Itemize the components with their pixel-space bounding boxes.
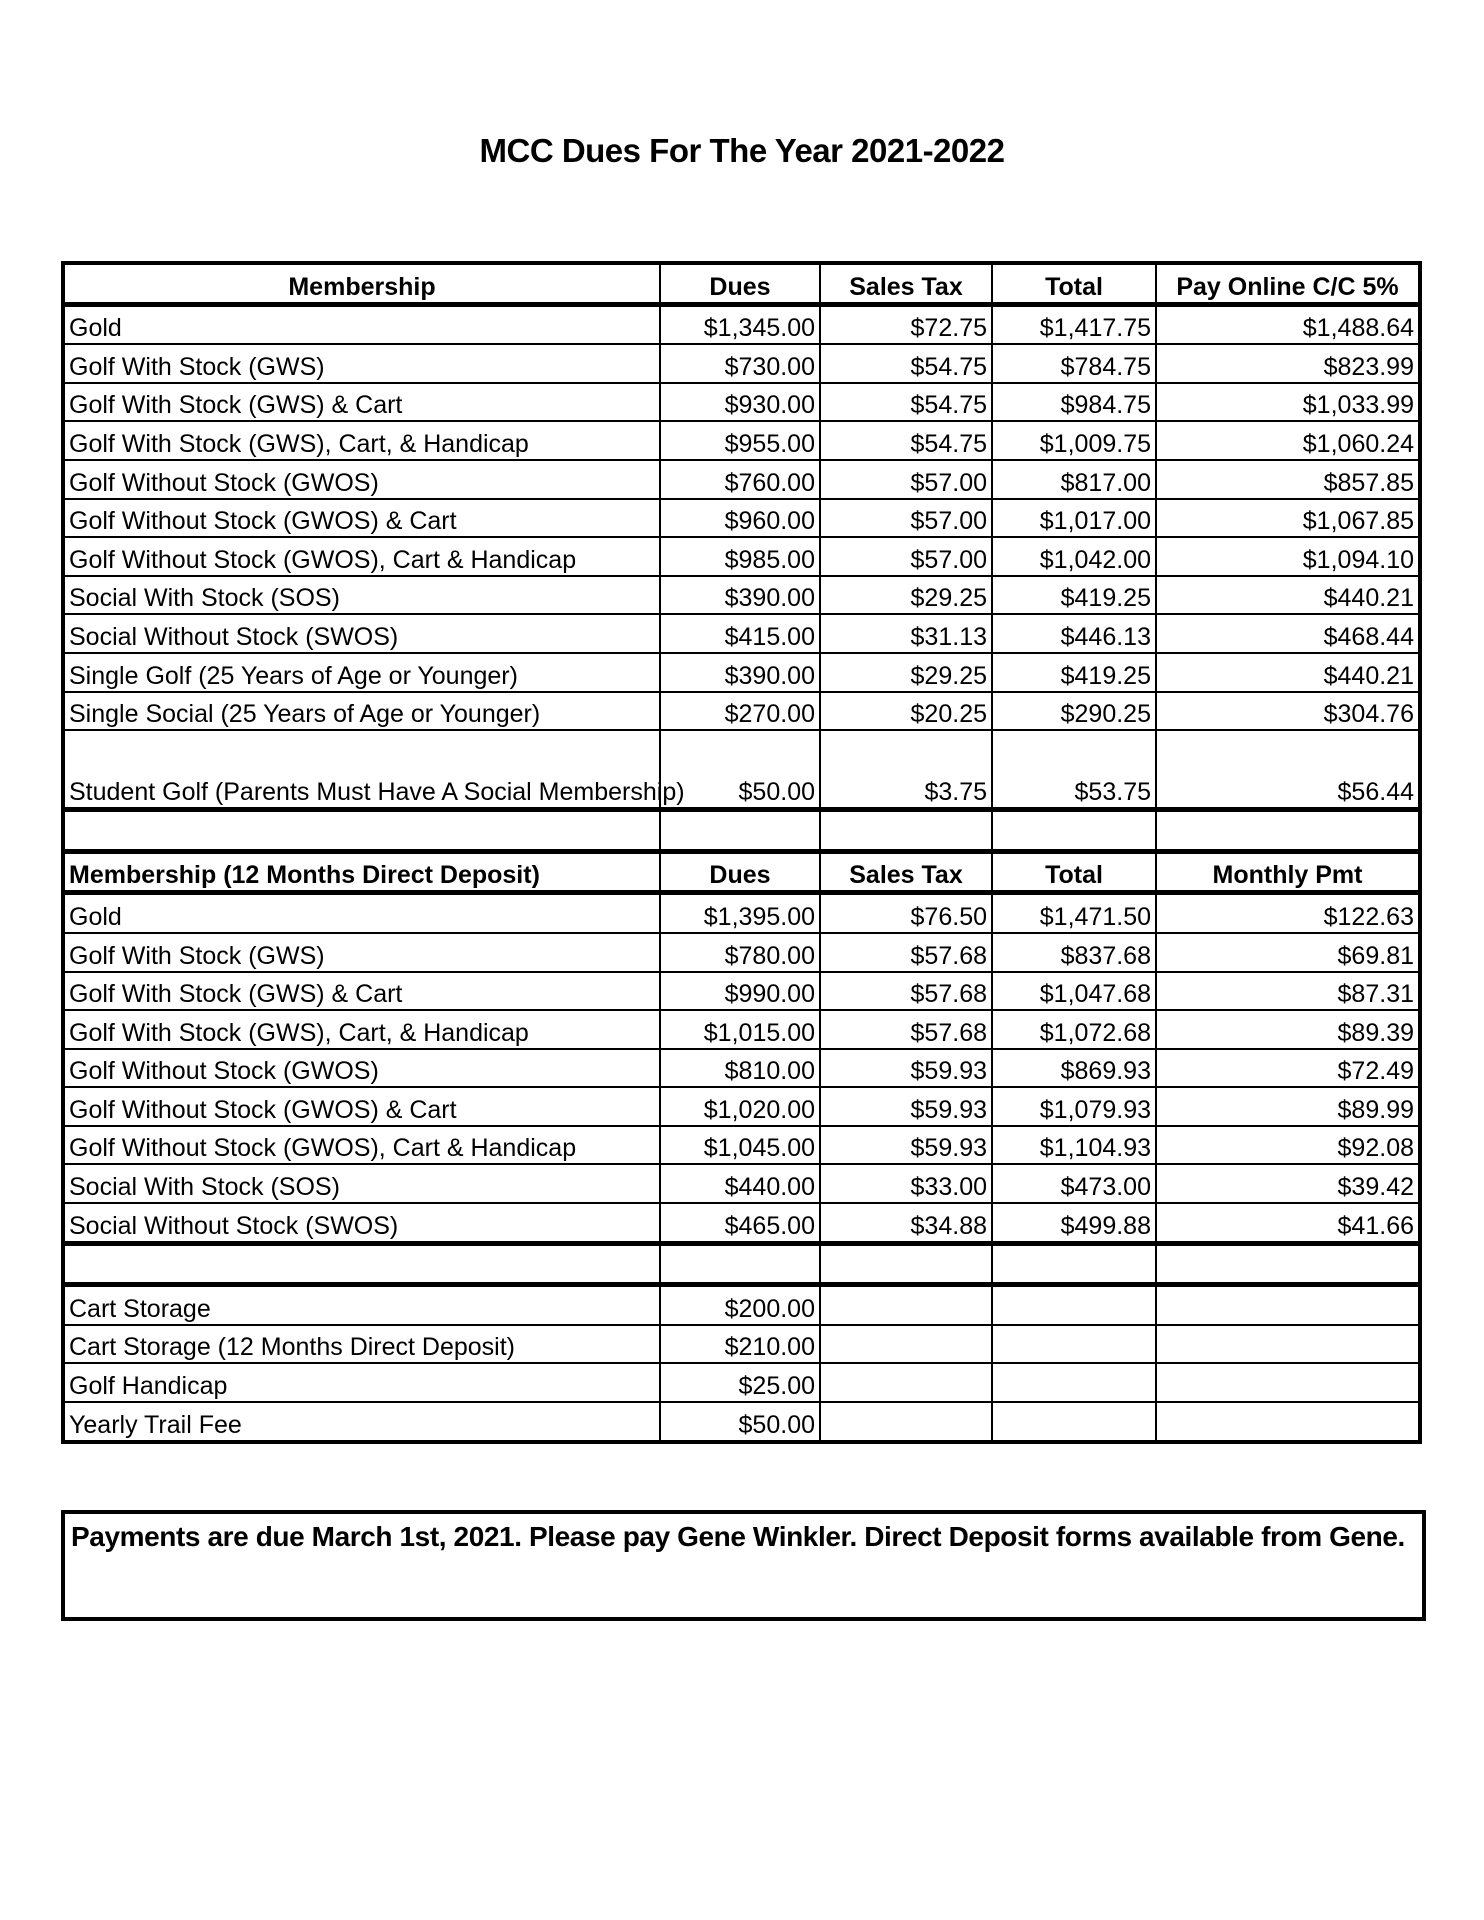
cell-sales-tax: $31.13 <box>820 614 992 653</box>
cell-total: $1,072.68 <box>992 1010 1156 1049</box>
cell-dues: $390.00 <box>660 576 820 615</box>
table-row <box>63 499 1420 538</box>
cell-total: $1,417.75 <box>992 304 1156 344</box>
cell-membership: Yearly Trail Fee <box>63 1402 660 1442</box>
cell-sales-tax: $34.88 <box>820 1203 992 1243</box>
table-row <box>63 972 1420 1011</box>
table-row <box>63 730 1420 810</box>
table-row <box>63 537 1420 576</box>
table-row <box>63 344 1420 383</box>
cell-extra <box>1156 1285 1420 1325</box>
empty-cell <box>1156 1243 1420 1285</box>
cell-extra: $1,067.85 <box>1156 499 1420 538</box>
cell-total: $869.93 <box>992 1049 1156 1088</box>
cell-membership: Golf Without Stock (GWOS) & Cart <box>63 499 660 538</box>
cell-membership: Student Golf (Parents Must Have A Social Membership) <box>63 730 660 810</box>
header-total: Total <box>992 263 1156 304</box>
header-extra: Monthly Pmt <box>1156 851 1420 893</box>
cell-total: $1,047.68 <box>992 972 1156 1011</box>
cell-membership: Golf With Stock (GWS), Cart, & Handicap <box>63 1010 660 1049</box>
cell-sales-tax: $57.68 <box>820 972 992 1011</box>
table-row <box>63 653 1420 692</box>
cell-extra: $1,033.99 <box>1156 383 1420 422</box>
cell-total: $53.75 <box>992 730 1156 810</box>
cell-sales-tax <box>820 1402 992 1442</box>
cell-membership: Social With Stock (SOS) <box>63 576 660 615</box>
cell-extra: $39.42 <box>1156 1164 1420 1203</box>
cell-total: $446.13 <box>992 614 1156 653</box>
cell-sales-tax: $57.00 <box>820 499 992 538</box>
cell-sales-tax: $57.00 <box>820 537 992 576</box>
cell-membership: Social With Stock (SOS) <box>63 1164 660 1203</box>
cell-total: $1,079.93 <box>992 1087 1156 1126</box>
cell-total <box>992 1285 1156 1325</box>
cell-total: $984.75 <box>992 383 1156 422</box>
cell-dues: $1,045.00 <box>660 1126 820 1165</box>
cell-dues: $810.00 <box>660 1049 820 1088</box>
table-row <box>63 576 1420 615</box>
cell-dues: $1,015.00 <box>660 1010 820 1049</box>
cell-sales-tax: $20.25 <box>820 692 992 731</box>
cell-extra: $87.31 <box>1156 972 1420 1011</box>
cell-membership: Golf With Stock (GWS) & Cart <box>63 383 660 422</box>
cell-sales-tax: $72.75 <box>820 304 992 344</box>
cell-membership: Golf Without Stock (GWOS) <box>63 460 660 499</box>
cell-dues: $440.00 <box>660 1164 820 1203</box>
cell-membership: Single Social (25 Years of Age or Younger) <box>63 692 660 731</box>
cell-dues: $25.00 <box>660 1363 820 1402</box>
header-row-direct-deposit <box>63 851 1420 893</box>
cell-membership: Gold <box>63 304 660 344</box>
cell-extra: $92.08 <box>1156 1126 1420 1165</box>
header-row <box>63 263 1420 304</box>
table-row <box>63 1325 1420 1364</box>
cell-dues: $730.00 <box>660 344 820 383</box>
header-dues: Dues <box>660 263 820 304</box>
cell-sales-tax: $54.75 <box>820 421 992 460</box>
cell-total: $784.75 <box>992 344 1156 383</box>
empty-cell <box>63 1243 660 1285</box>
page-title: MCC Dues For The Year 2021-2022 <box>479 132 1005 169</box>
cell-total: $419.25 <box>992 653 1156 692</box>
cell-sales-tax: $33.00 <box>820 1164 992 1203</box>
cell-sales-tax: $29.25 <box>820 576 992 615</box>
cell-total: $499.88 <box>992 1203 1156 1243</box>
cell-membership: Golf Handicap <box>63 1363 660 1402</box>
cell-extra: $1,488.64 <box>1156 304 1420 344</box>
cell-membership: Cart Storage <box>63 1285 660 1325</box>
cell-sales-tax <box>820 1285 992 1325</box>
cell-dues: $465.00 <box>660 1203 820 1243</box>
empty-cell <box>992 810 1156 852</box>
cell-total: $837.68 <box>992 933 1156 972</box>
cell-dues: $415.00 <box>660 614 820 653</box>
payment-note: Payments are due March 1st, 2021. Please pay Gene Winkler. Direct Deposit forms available from Gene. <box>61 1510 1426 1621</box>
cell-membership: Single Golf (25 Years of Age or Younger) <box>63 653 660 692</box>
cell-extra: $69.81 <box>1156 933 1420 972</box>
spacer-row <box>63 1243 1420 1285</box>
cell-extra: $468.44 <box>1156 614 1420 653</box>
cell-extra: $440.21 <box>1156 576 1420 615</box>
table-row <box>63 1126 1420 1165</box>
cell-sales-tax <box>820 1325 992 1364</box>
cell-total <box>992 1363 1156 1402</box>
table-row <box>63 460 1420 499</box>
cell-total: $1,042.00 <box>992 537 1156 576</box>
header-sales-tax: Sales Tax <box>820 851 992 893</box>
cell-membership: Golf With Stock (GWS) & Cart <box>63 972 660 1011</box>
cell-total <box>992 1402 1156 1442</box>
cell-membership: Social Without Stock (SWOS) <box>63 1203 660 1243</box>
table-row <box>63 893 1420 933</box>
header-sales-tax: Sales Tax <box>820 263 992 304</box>
cell-total: $1,017.00 <box>992 499 1156 538</box>
cell-total: $290.25 <box>992 692 1156 731</box>
table-row <box>63 1363 1420 1402</box>
cell-total <box>992 1325 1156 1364</box>
cell-dues: $1,345.00 <box>660 304 820 344</box>
cell-extra: $41.66 <box>1156 1203 1420 1243</box>
cell-sales-tax: $29.25 <box>820 653 992 692</box>
empty-cell <box>660 1243 820 1285</box>
table-row <box>63 304 1420 344</box>
cell-dues: $390.00 <box>660 653 820 692</box>
cell-sales-tax: $59.93 <box>820 1049 992 1088</box>
cell-sales-tax: $76.50 <box>820 893 992 933</box>
cell-extra <box>1156 1325 1420 1364</box>
table-row <box>63 692 1420 731</box>
cell-sales-tax: $54.75 <box>820 344 992 383</box>
cell-dues: $955.00 <box>660 421 820 460</box>
cell-membership: Golf Without Stock (GWOS), Cart & Handicap <box>63 1126 660 1165</box>
cell-sales-tax: $59.93 <box>820 1087 992 1126</box>
cell-total: $1,009.75 <box>992 421 1156 460</box>
cell-membership: Golf With Stock (GWS), Cart, & Handicap <box>63 421 660 460</box>
header-membership: Membership <box>63 263 660 304</box>
cell-extra: $56.44 <box>1156 730 1420 810</box>
cell-dues: $930.00 <box>660 383 820 422</box>
cell-sales-tax: $3.75 <box>820 730 992 810</box>
cell-extra: $89.39 <box>1156 1010 1420 1049</box>
cell-dues: $50.00 <box>660 1402 820 1442</box>
cell-dues: $1,395.00 <box>660 893 820 933</box>
empty-cell <box>63 810 660 852</box>
empty-cell <box>820 1243 992 1285</box>
cell-extra: $122.63 <box>1156 893 1420 933</box>
header-total: Total <box>992 851 1156 893</box>
cell-extra: $89.99 <box>1156 1087 1420 1126</box>
cell-membership: Golf With Stock (GWS) <box>63 933 660 972</box>
cell-extra <box>1156 1363 1420 1402</box>
empty-cell <box>992 1243 1156 1285</box>
empty-cell <box>820 810 992 852</box>
cell-sales-tax <box>820 1363 992 1402</box>
header-dues: Dues <box>660 851 820 893</box>
cell-extra <box>1156 1402 1420 1442</box>
cell-membership: Social Without Stock (SWOS) <box>63 614 660 653</box>
cell-membership: Cart Storage (12 Months Direct Deposit) <box>63 1325 660 1364</box>
cell-membership: Golf Without Stock (GWOS) <box>63 1049 660 1088</box>
cell-sales-tax: $57.68 <box>820 933 992 972</box>
cell-extra: $440.21 <box>1156 653 1420 692</box>
cell-total: $1,471.50 <box>992 893 1156 933</box>
table-row <box>63 1010 1420 1049</box>
spacer-row <box>63 810 1420 852</box>
cell-dues: $50.00 <box>660 730 820 810</box>
cell-membership: Golf Without Stock (GWOS), Cart & Handicap <box>63 537 660 576</box>
cell-membership: Gold <box>63 893 660 933</box>
cell-sales-tax: $57.00 <box>820 460 992 499</box>
table-row <box>63 1164 1420 1203</box>
cell-total: $817.00 <box>992 460 1156 499</box>
table-row <box>63 1285 1420 1325</box>
table-row <box>63 1402 1420 1442</box>
table-row <box>63 933 1420 972</box>
table-row <box>63 1087 1420 1126</box>
empty-cell <box>1156 810 1420 852</box>
cell-dues: $270.00 <box>660 692 820 731</box>
table-row <box>63 383 1420 422</box>
cell-total: $419.25 <box>992 576 1156 615</box>
cell-dues: $780.00 <box>660 933 820 972</box>
cell-dues: $990.00 <box>660 972 820 1011</box>
cell-dues: $960.00 <box>660 499 820 538</box>
table-row <box>63 1049 1420 1088</box>
cell-sales-tax: $54.75 <box>820 383 992 422</box>
cell-dues: $200.00 <box>660 1285 820 1325</box>
cell-dues: $210.00 <box>660 1325 820 1364</box>
cell-extra: $1,060.24 <box>1156 421 1420 460</box>
cell-extra: $72.49 <box>1156 1049 1420 1088</box>
cell-extra: $857.85 <box>1156 460 1420 499</box>
header-membership: Membership (12 Months Direct Deposit) <box>63 851 660 893</box>
cell-extra: $1,094.10 <box>1156 537 1420 576</box>
cell-dues: $985.00 <box>660 537 820 576</box>
header-extra: Pay Online C/C 5% <box>1156 263 1420 304</box>
cell-total: $473.00 <box>992 1164 1156 1203</box>
cell-extra: $304.76 <box>1156 692 1420 731</box>
dues-table <box>61 261 1422 1444</box>
table-row <box>63 614 1420 653</box>
cell-extra: $823.99 <box>1156 344 1420 383</box>
cell-dues: $760.00 <box>660 460 820 499</box>
cell-total: $1,104.93 <box>992 1126 1156 1165</box>
empty-cell <box>660 810 820 852</box>
cell-membership: Golf With Stock (GWS) <box>63 344 660 383</box>
cell-dues: $1,020.00 <box>660 1087 820 1126</box>
table-row <box>63 421 1420 460</box>
cell-membership: Golf Without Stock (GWOS) & Cart <box>63 1087 660 1126</box>
cell-sales-tax: $59.93 <box>820 1126 992 1165</box>
table-row <box>63 1203 1420 1243</box>
cell-sales-tax: $57.68 <box>820 1010 992 1049</box>
